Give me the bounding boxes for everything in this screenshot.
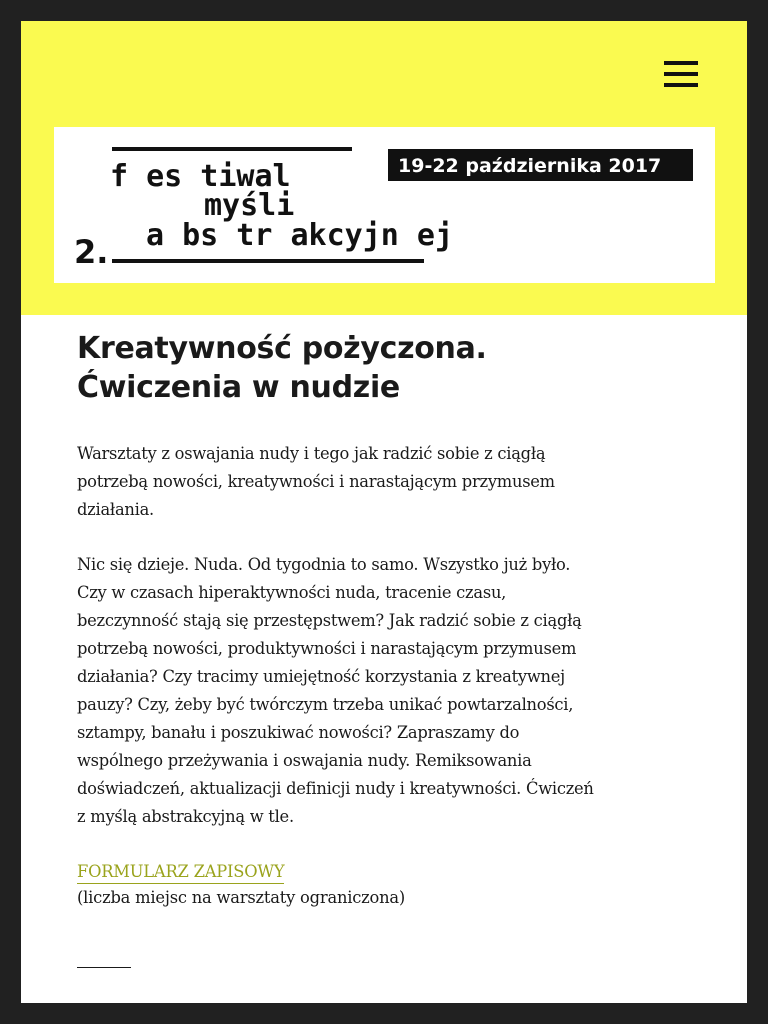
title-line-2: Ćwiczenia w nudzie xyxy=(77,370,400,405)
divider xyxy=(77,967,131,968)
logo-line-2: myśli xyxy=(204,188,295,223)
article xyxy=(77,329,597,912)
description-paragraph: Nic się dzieje. Nuda. Od tygodnia to samo. Wszystko już było. Czy w czasach hiperaktywności nuda, tracenie czasu, bezczynność stają się przestępstwem? Jak radzić sobie z ciągłą potrzebą nowości, produktywności i narastającym przymusem działania? Czy tracimy umiejętność korzystania z kreatywnej pauzy? Czy, żeby być twórczym trzeba unikać powtarzalności, sztampy, banału i poszukiwać nowości? Zapraszamy do wspólnego przeżywania i oswajania nudy. Remiksowania doświadczeń, aktualizacji definicji nudy i kreatywności. Ćwiczeń z myślą abstrakcyjną w tle. xyxy=(77,555,594,826)
capacity-note: (liczba miejsc na warsztaty ograniczona) xyxy=(77,888,406,907)
hamburger-menu-icon[interactable] xyxy=(661,59,701,91)
logo-line-3: a bs tr akcyjn ej xyxy=(146,218,454,253)
page-title xyxy=(77,329,597,407)
festival-logo xyxy=(54,127,715,283)
festival-banner[interactable] xyxy=(54,127,715,283)
page xyxy=(21,21,747,1003)
logo-line-1: f es tiwal xyxy=(110,159,291,194)
logo-number: 2. xyxy=(74,233,109,271)
festival-dates: 19-22 października 2017 xyxy=(398,155,662,177)
signup-form-link[interactable]: FORMULARZ ZAPISOWY xyxy=(77,861,284,884)
title-line-1: Kreatywność pożyczona. xyxy=(77,331,487,366)
intro-paragraph: Warsztaty z oswajania nudy i tego jak radzić sobie z ciągłą potrzebą nowości, kreatywności i narastającym przymusem działania. xyxy=(77,444,555,519)
site-header xyxy=(21,21,747,315)
